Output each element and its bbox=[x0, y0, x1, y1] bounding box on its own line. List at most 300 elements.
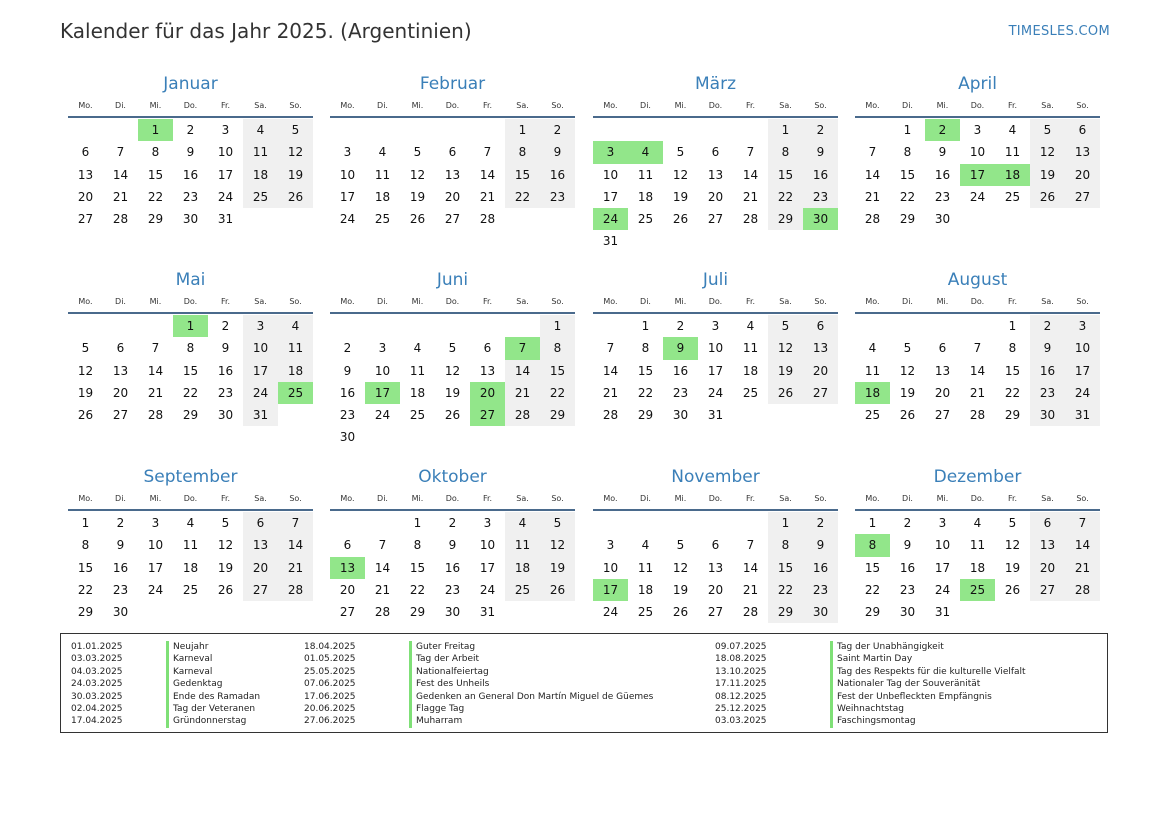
day-cell: 29 bbox=[540, 404, 575, 426]
empty-day-cell bbox=[278, 404, 313, 426]
week-row bbox=[593, 208, 838, 230]
legend-holiday-name: Gedenktag bbox=[166, 678, 260, 690]
week-row bbox=[855, 315, 1100, 337]
day-cell: 10 bbox=[602, 167, 619, 182]
day-cell: 25 bbox=[505, 579, 540, 601]
day-cell: 28 bbox=[374, 605, 391, 620]
weekday-label: Mo. bbox=[865, 297, 880, 306]
empty-day-cell bbox=[365, 315, 400, 337]
empty-day-cell bbox=[243, 601, 278, 623]
day-cell: 8 bbox=[505, 141, 540, 163]
empty-day-cell bbox=[278, 208, 313, 230]
weekday-label: Di. bbox=[902, 101, 913, 110]
holiday-day-cell: 7 bbox=[505, 337, 540, 359]
month-title: August bbox=[947, 270, 1008, 290]
day-cell: 22 bbox=[899, 189, 916, 204]
days-grid bbox=[68, 119, 313, 230]
day-cell: 6 bbox=[1030, 512, 1065, 534]
day-cell: 11 bbox=[742, 341, 759, 356]
week-row bbox=[855, 119, 1100, 141]
weekday-label: Di. bbox=[377, 101, 388, 110]
week-row bbox=[855, 534, 1100, 556]
day-cell: 21 bbox=[479, 189, 496, 204]
weekday-label: Fr. bbox=[1007, 494, 1018, 503]
week-row bbox=[68, 534, 313, 556]
day-cell: 19 bbox=[540, 557, 575, 579]
day-cell: 1 bbox=[903, 123, 912, 137]
weekday-label: Sa. bbox=[1041, 101, 1054, 110]
holiday-legend bbox=[60, 633, 1108, 733]
weekday-label: Sa. bbox=[1041, 297, 1054, 306]
day-cell: 26 bbox=[217, 582, 234, 597]
day-cell: 28 bbox=[505, 404, 540, 426]
weekday-header bbox=[593, 98, 838, 118]
weekday-header bbox=[330, 98, 575, 118]
day-cell: 22 bbox=[147, 189, 164, 204]
day-cell: 15 bbox=[899, 167, 916, 182]
legend-date: 17.06.2025 bbox=[304, 691, 356, 702]
empty-day-cell bbox=[540, 208, 575, 230]
day-cell: 5 bbox=[413, 145, 422, 160]
day-cell: 14 bbox=[602, 363, 619, 378]
day-cell: 9 bbox=[1030, 337, 1065, 359]
month-juni bbox=[330, 269, 575, 449]
weekday-label: Mi. bbox=[936, 297, 949, 306]
day-cell: 2 bbox=[803, 512, 838, 534]
holiday-day-cell: 1 bbox=[138, 119, 173, 141]
weekday-label: Di. bbox=[377, 297, 388, 306]
day-cell: 23 bbox=[803, 186, 838, 208]
week-row bbox=[593, 512, 838, 534]
day-cell: 13 bbox=[479, 363, 496, 378]
day-cell: 10 bbox=[707, 341, 724, 356]
day-cell: 11 bbox=[637, 560, 654, 575]
week-row bbox=[855, 557, 1100, 579]
day-cell: 16 bbox=[217, 363, 234, 378]
day-cell: 6 bbox=[803, 315, 838, 337]
day-cell: 2 bbox=[448, 516, 457, 530]
empty-day-cell bbox=[435, 315, 470, 337]
week-row bbox=[593, 382, 838, 404]
day-cell: 20 bbox=[77, 189, 94, 204]
month-april bbox=[855, 73, 1100, 230]
month-februar bbox=[330, 73, 575, 230]
empty-day-cell bbox=[768, 230, 803, 252]
day-cell: 6 bbox=[711, 145, 720, 160]
month-september bbox=[68, 466, 313, 623]
week-row bbox=[593, 119, 838, 141]
weekday-header bbox=[855, 491, 1100, 511]
day-cell: 8 bbox=[1008, 341, 1017, 356]
day-cell: 12 bbox=[77, 363, 94, 378]
month-juli bbox=[593, 269, 838, 426]
day-cell: 16 bbox=[444, 560, 461, 575]
day-cell: 15 bbox=[864, 560, 881, 575]
month-märz bbox=[593, 73, 838, 253]
day-cell: 10 bbox=[934, 538, 951, 553]
day-cell: 11 bbox=[182, 538, 199, 553]
empty-day-cell bbox=[803, 230, 838, 252]
week-row bbox=[330, 404, 575, 426]
week-row bbox=[593, 141, 838, 163]
day-cell: 3 bbox=[243, 315, 278, 337]
day-cell: 14 bbox=[374, 560, 391, 575]
empty-day-cell bbox=[505, 315, 540, 337]
empty-day-cell bbox=[330, 119, 365, 141]
legend-date: 25.12.2025 bbox=[715, 703, 767, 714]
day-cell: 14 bbox=[505, 360, 540, 382]
week-row bbox=[330, 601, 575, 623]
holiday-day-cell: 17 bbox=[365, 382, 400, 404]
day-cell: 5 bbox=[221, 516, 230, 530]
day-cell: 4 bbox=[378, 145, 387, 160]
day-cell: 27 bbox=[934, 408, 951, 423]
empty-day-cell bbox=[505, 426, 540, 448]
day-cell: 17 bbox=[707, 363, 724, 378]
empty-day-cell bbox=[435, 119, 470, 141]
day-cell: 20 bbox=[444, 189, 461, 204]
week-row bbox=[68, 208, 313, 230]
day-cell: 27 bbox=[243, 579, 278, 601]
weekday-label: Do. bbox=[708, 494, 723, 503]
day-cell: 25 bbox=[637, 212, 654, 227]
empty-day-cell bbox=[435, 426, 470, 448]
weekday-label: Sa. bbox=[254, 494, 267, 503]
day-cell: 30 bbox=[934, 212, 951, 227]
week-row bbox=[593, 579, 838, 601]
day-cell: 29 bbox=[637, 408, 654, 423]
week-row bbox=[68, 360, 313, 382]
day-cell: 10 bbox=[374, 363, 391, 378]
month-title: Mai bbox=[175, 270, 206, 290]
empty-day-cell bbox=[1030, 208, 1065, 230]
week-row bbox=[68, 315, 313, 337]
legend-holiday-name: Fest des Unheils bbox=[409, 678, 653, 690]
day-cell: 8 bbox=[413, 538, 422, 553]
day-cell: 23 bbox=[934, 189, 951, 204]
day-cell: 17 bbox=[243, 360, 278, 382]
day-cell: 26 bbox=[768, 382, 803, 404]
day-cell: 7 bbox=[746, 145, 755, 160]
empty-day-cell bbox=[995, 601, 1030, 623]
legend-date: 20.06.2025 bbox=[304, 703, 356, 714]
day-cell: 6 bbox=[483, 341, 492, 356]
empty-day-cell bbox=[628, 512, 663, 534]
empty-day-cell bbox=[505, 601, 540, 623]
holiday-day-cell: 25 bbox=[278, 382, 313, 404]
legend-date: 01.05.2025 bbox=[304, 654, 356, 665]
legend-dates-column-1 bbox=[71, 641, 123, 728]
day-cell: 11 bbox=[505, 534, 540, 556]
day-cell: 24 bbox=[1065, 382, 1100, 404]
weekday-label: Fr. bbox=[482, 101, 493, 110]
weekday-label: So. bbox=[814, 494, 827, 503]
empty-day-cell bbox=[1065, 601, 1100, 623]
day-cell: 8 bbox=[903, 145, 912, 160]
month-title: September bbox=[143, 467, 238, 487]
day-cell: 3 bbox=[973, 123, 982, 137]
day-cell: 15 bbox=[768, 557, 803, 579]
day-cell: 4 bbox=[1008, 123, 1017, 137]
empty-day-cell bbox=[593, 315, 628, 337]
legend-holiday-name: Gedenken an General Don Martín Miguel de Güemes bbox=[409, 691, 653, 703]
day-cell: 4 bbox=[243, 119, 278, 141]
day-cell: 30 bbox=[217, 408, 234, 423]
week-row bbox=[855, 512, 1100, 534]
empty-day-cell bbox=[890, 315, 925, 337]
day-cell: 5 bbox=[676, 538, 685, 553]
weekday-label: Mo. bbox=[865, 101, 880, 110]
day-cell: 25 bbox=[864, 408, 881, 423]
day-cell: 4 bbox=[641, 538, 650, 553]
week-row bbox=[593, 404, 838, 426]
day-cell: 25 bbox=[742, 385, 759, 400]
empty-day-cell bbox=[365, 512, 400, 534]
day-cell: 11 bbox=[864, 363, 881, 378]
day-cell: 13 bbox=[707, 167, 724, 182]
day-cell: 31 bbox=[707, 408, 724, 423]
holiday-day-cell: 1 bbox=[173, 315, 208, 337]
day-cell: 2 bbox=[540, 119, 575, 141]
day-cell: 7 bbox=[378, 538, 387, 553]
empty-day-cell bbox=[68, 119, 103, 141]
day-cell: 17 bbox=[934, 560, 951, 575]
week-row bbox=[855, 141, 1100, 163]
day-cell: 26 bbox=[1030, 186, 1065, 208]
day-cell: 16 bbox=[339, 385, 356, 400]
day-cell: 9 bbox=[221, 341, 230, 356]
weekday-label: Mi. bbox=[149, 297, 162, 306]
day-cell: 22 bbox=[505, 186, 540, 208]
day-cell: 1 bbox=[768, 119, 803, 141]
legend-date: 07.06.2025 bbox=[304, 679, 356, 690]
legend-date: 03.03.2025 bbox=[715, 716, 767, 727]
empty-day-cell bbox=[365, 119, 400, 141]
days-grid bbox=[330, 119, 575, 230]
day-cell: 13 bbox=[1065, 141, 1100, 163]
day-cell: 20 bbox=[707, 582, 724, 597]
legend-holiday-name: Tag der Unabhängigkeit bbox=[830, 641, 1026, 653]
holiday-day-cell: 13 bbox=[330, 557, 365, 579]
legend-holiday-name: Fest der Unbefleckten Empfängnis bbox=[830, 691, 1026, 703]
day-cell: 24 bbox=[339, 212, 356, 227]
day-cell: 31 bbox=[479, 605, 496, 620]
weekday-label: Di. bbox=[115, 101, 126, 110]
empty-day-cell bbox=[103, 119, 138, 141]
day-cell: 17 bbox=[217, 167, 234, 182]
week-row bbox=[68, 164, 313, 186]
day-cell: 23 bbox=[182, 189, 199, 204]
weekday-label: Do. bbox=[445, 494, 460, 503]
weekday-label: Mo. bbox=[340, 297, 355, 306]
weekday-label: Mi. bbox=[149, 101, 162, 110]
legend-holiday-name: Nationaler Tag der Souveränität bbox=[830, 678, 1026, 690]
empty-day-cell bbox=[400, 426, 435, 448]
month-title: März bbox=[695, 74, 736, 94]
day-cell: 21 bbox=[505, 382, 540, 404]
day-cell: 19 bbox=[217, 560, 234, 575]
day-cell: 16 bbox=[182, 167, 199, 182]
day-cell: 18 bbox=[409, 385, 426, 400]
empty-day-cell bbox=[278, 601, 313, 623]
legend-holiday-name: Tag der Veteranen bbox=[166, 703, 260, 715]
day-cell: 2 bbox=[343, 341, 352, 356]
day-cell: 28 bbox=[1065, 579, 1100, 601]
weekday-label: Fr. bbox=[482, 297, 493, 306]
weekday-header bbox=[330, 294, 575, 314]
day-cell: 16 bbox=[112, 560, 129, 575]
page-title: Kalender für das Jahr 2025. (Argentinien) bbox=[60, 19, 472, 43]
weekday-header bbox=[68, 491, 313, 511]
weekday-header bbox=[593, 294, 838, 314]
weekday-label: Fr. bbox=[745, 297, 756, 306]
holiday-day-cell: 25 bbox=[960, 579, 995, 601]
weekday-label: Sa. bbox=[779, 494, 792, 503]
weekday-label: Mo. bbox=[603, 101, 618, 110]
legend-date: 13.10.2025 bbox=[715, 666, 767, 677]
legend-date: 02.04.2025 bbox=[71, 703, 123, 714]
day-cell: 26 bbox=[540, 579, 575, 601]
empty-day-cell bbox=[593, 119, 628, 141]
empty-day-cell bbox=[733, 119, 768, 141]
week-row bbox=[330, 579, 575, 601]
day-cell: 3 bbox=[378, 341, 387, 356]
weekday-label: Sa. bbox=[254, 101, 267, 110]
legend-holiday-name: Nationalfeiertag bbox=[409, 666, 653, 678]
weekday-label: Do. bbox=[970, 101, 985, 110]
week-row bbox=[855, 382, 1100, 404]
legend-names-column-1 bbox=[166, 641, 260, 728]
empty-day-cell bbox=[400, 315, 435, 337]
weekday-label: Mi. bbox=[411, 494, 424, 503]
week-row bbox=[68, 119, 313, 141]
day-cell: 20 bbox=[707, 189, 724, 204]
day-cell: 24 bbox=[217, 189, 234, 204]
day-cell: 12 bbox=[1030, 141, 1065, 163]
day-cell: 8 bbox=[768, 141, 803, 163]
week-row bbox=[593, 601, 838, 623]
empty-day-cell bbox=[1030, 601, 1065, 623]
day-cell: 5 bbox=[1030, 119, 1065, 141]
weekday-label: Sa. bbox=[779, 297, 792, 306]
empty-day-cell bbox=[855, 119, 890, 141]
day-cell: 15 bbox=[637, 363, 654, 378]
day-cell: 28 bbox=[112, 212, 129, 227]
weekday-label: Di. bbox=[115, 494, 126, 503]
day-cell: 12 bbox=[278, 141, 313, 163]
weekday-label: So. bbox=[814, 101, 827, 110]
empty-day-cell bbox=[330, 512, 365, 534]
empty-day-cell bbox=[698, 230, 733, 252]
empty-day-cell bbox=[470, 426, 505, 448]
weekday-label: Sa. bbox=[516, 494, 529, 503]
weekday-label: So. bbox=[289, 297, 302, 306]
empty-day-cell bbox=[628, 119, 663, 141]
legend-holiday-name: Weihnachtstag bbox=[830, 703, 1026, 715]
legend-holiday-name: Muharram bbox=[409, 715, 653, 727]
weekday-label: Do. bbox=[708, 101, 723, 110]
month-title: April bbox=[958, 74, 997, 94]
day-cell: 22 bbox=[1004, 385, 1021, 400]
weekday-label: So. bbox=[1076, 101, 1089, 110]
day-cell: 5 bbox=[540, 512, 575, 534]
day-cell: 28 bbox=[742, 212, 759, 227]
day-cell: 1 bbox=[768, 512, 803, 534]
day-cell: 26 bbox=[672, 605, 689, 620]
day-cell: 9 bbox=[803, 534, 838, 556]
day-cell: 4 bbox=[505, 512, 540, 534]
day-cell: 13 bbox=[934, 363, 951, 378]
weekday-header bbox=[855, 98, 1100, 118]
day-cell: 28 bbox=[742, 605, 759, 620]
day-cell: 3 bbox=[938, 516, 947, 530]
day-cell: 25 bbox=[243, 186, 278, 208]
weekday-header bbox=[68, 294, 313, 314]
day-cell: 26 bbox=[77, 408, 94, 423]
day-cell: 29 bbox=[77, 605, 94, 620]
weekday-label: Mo. bbox=[340, 101, 355, 110]
day-cell: 15 bbox=[505, 164, 540, 186]
day-cell: 10 bbox=[217, 145, 234, 160]
holiday-day-cell: 17 bbox=[960, 164, 995, 186]
month-august bbox=[855, 269, 1100, 426]
day-cell: 11 bbox=[409, 363, 426, 378]
day-cell: 17 bbox=[602, 189, 619, 204]
holiday-day-cell: 8 bbox=[855, 534, 890, 556]
day-cell: 28 bbox=[969, 408, 986, 423]
day-cell: 15 bbox=[540, 360, 575, 382]
holiday-day-cell: 24 bbox=[593, 208, 628, 230]
day-cell: 23 bbox=[672, 385, 689, 400]
weekday-label: Do. bbox=[445, 101, 460, 110]
day-cell: 4 bbox=[186, 516, 195, 530]
empty-day-cell bbox=[995, 208, 1030, 230]
day-cell: 7 bbox=[868, 145, 877, 160]
legend-date: 27.06.2025 bbox=[304, 716, 356, 727]
day-cell: 10 bbox=[1065, 337, 1100, 359]
day-cell: 7 bbox=[116, 145, 125, 160]
day-cell: 30 bbox=[112, 605, 129, 620]
day-cell: 7 bbox=[606, 341, 615, 356]
day-cell: 21 bbox=[374, 582, 391, 597]
weekday-label: Do. bbox=[183, 101, 198, 110]
week-row bbox=[68, 404, 313, 426]
days-grid bbox=[855, 512, 1100, 623]
month-november bbox=[593, 466, 838, 623]
empty-day-cell bbox=[243, 208, 278, 230]
legend-holiday-name: Flagge Tag bbox=[409, 703, 653, 715]
brand-link[interactable]: TIMESLES.COM bbox=[1008, 24, 1110, 39]
day-cell: 12 bbox=[1004, 538, 1021, 553]
day-cell: 6 bbox=[116, 341, 125, 356]
empty-day-cell bbox=[138, 315, 173, 337]
day-cell: 16 bbox=[540, 164, 575, 186]
weekday-label: Do. bbox=[970, 494, 985, 503]
day-cell: 26 bbox=[672, 212, 689, 227]
day-cell: 20 bbox=[934, 385, 951, 400]
weekday-label: So. bbox=[551, 494, 564, 503]
day-cell: 23 bbox=[339, 408, 356, 423]
week-row bbox=[330, 186, 575, 208]
empty-day-cell bbox=[103, 315, 138, 337]
day-cell: 1 bbox=[413, 516, 422, 530]
legend-holiday-name: Saint Martin Day bbox=[830, 653, 1026, 665]
day-cell: 28 bbox=[278, 579, 313, 601]
weekday-label: Do. bbox=[970, 297, 985, 306]
day-cell: 22 bbox=[409, 582, 426, 597]
month-januar bbox=[68, 73, 313, 230]
day-cell: 21 bbox=[1065, 557, 1100, 579]
